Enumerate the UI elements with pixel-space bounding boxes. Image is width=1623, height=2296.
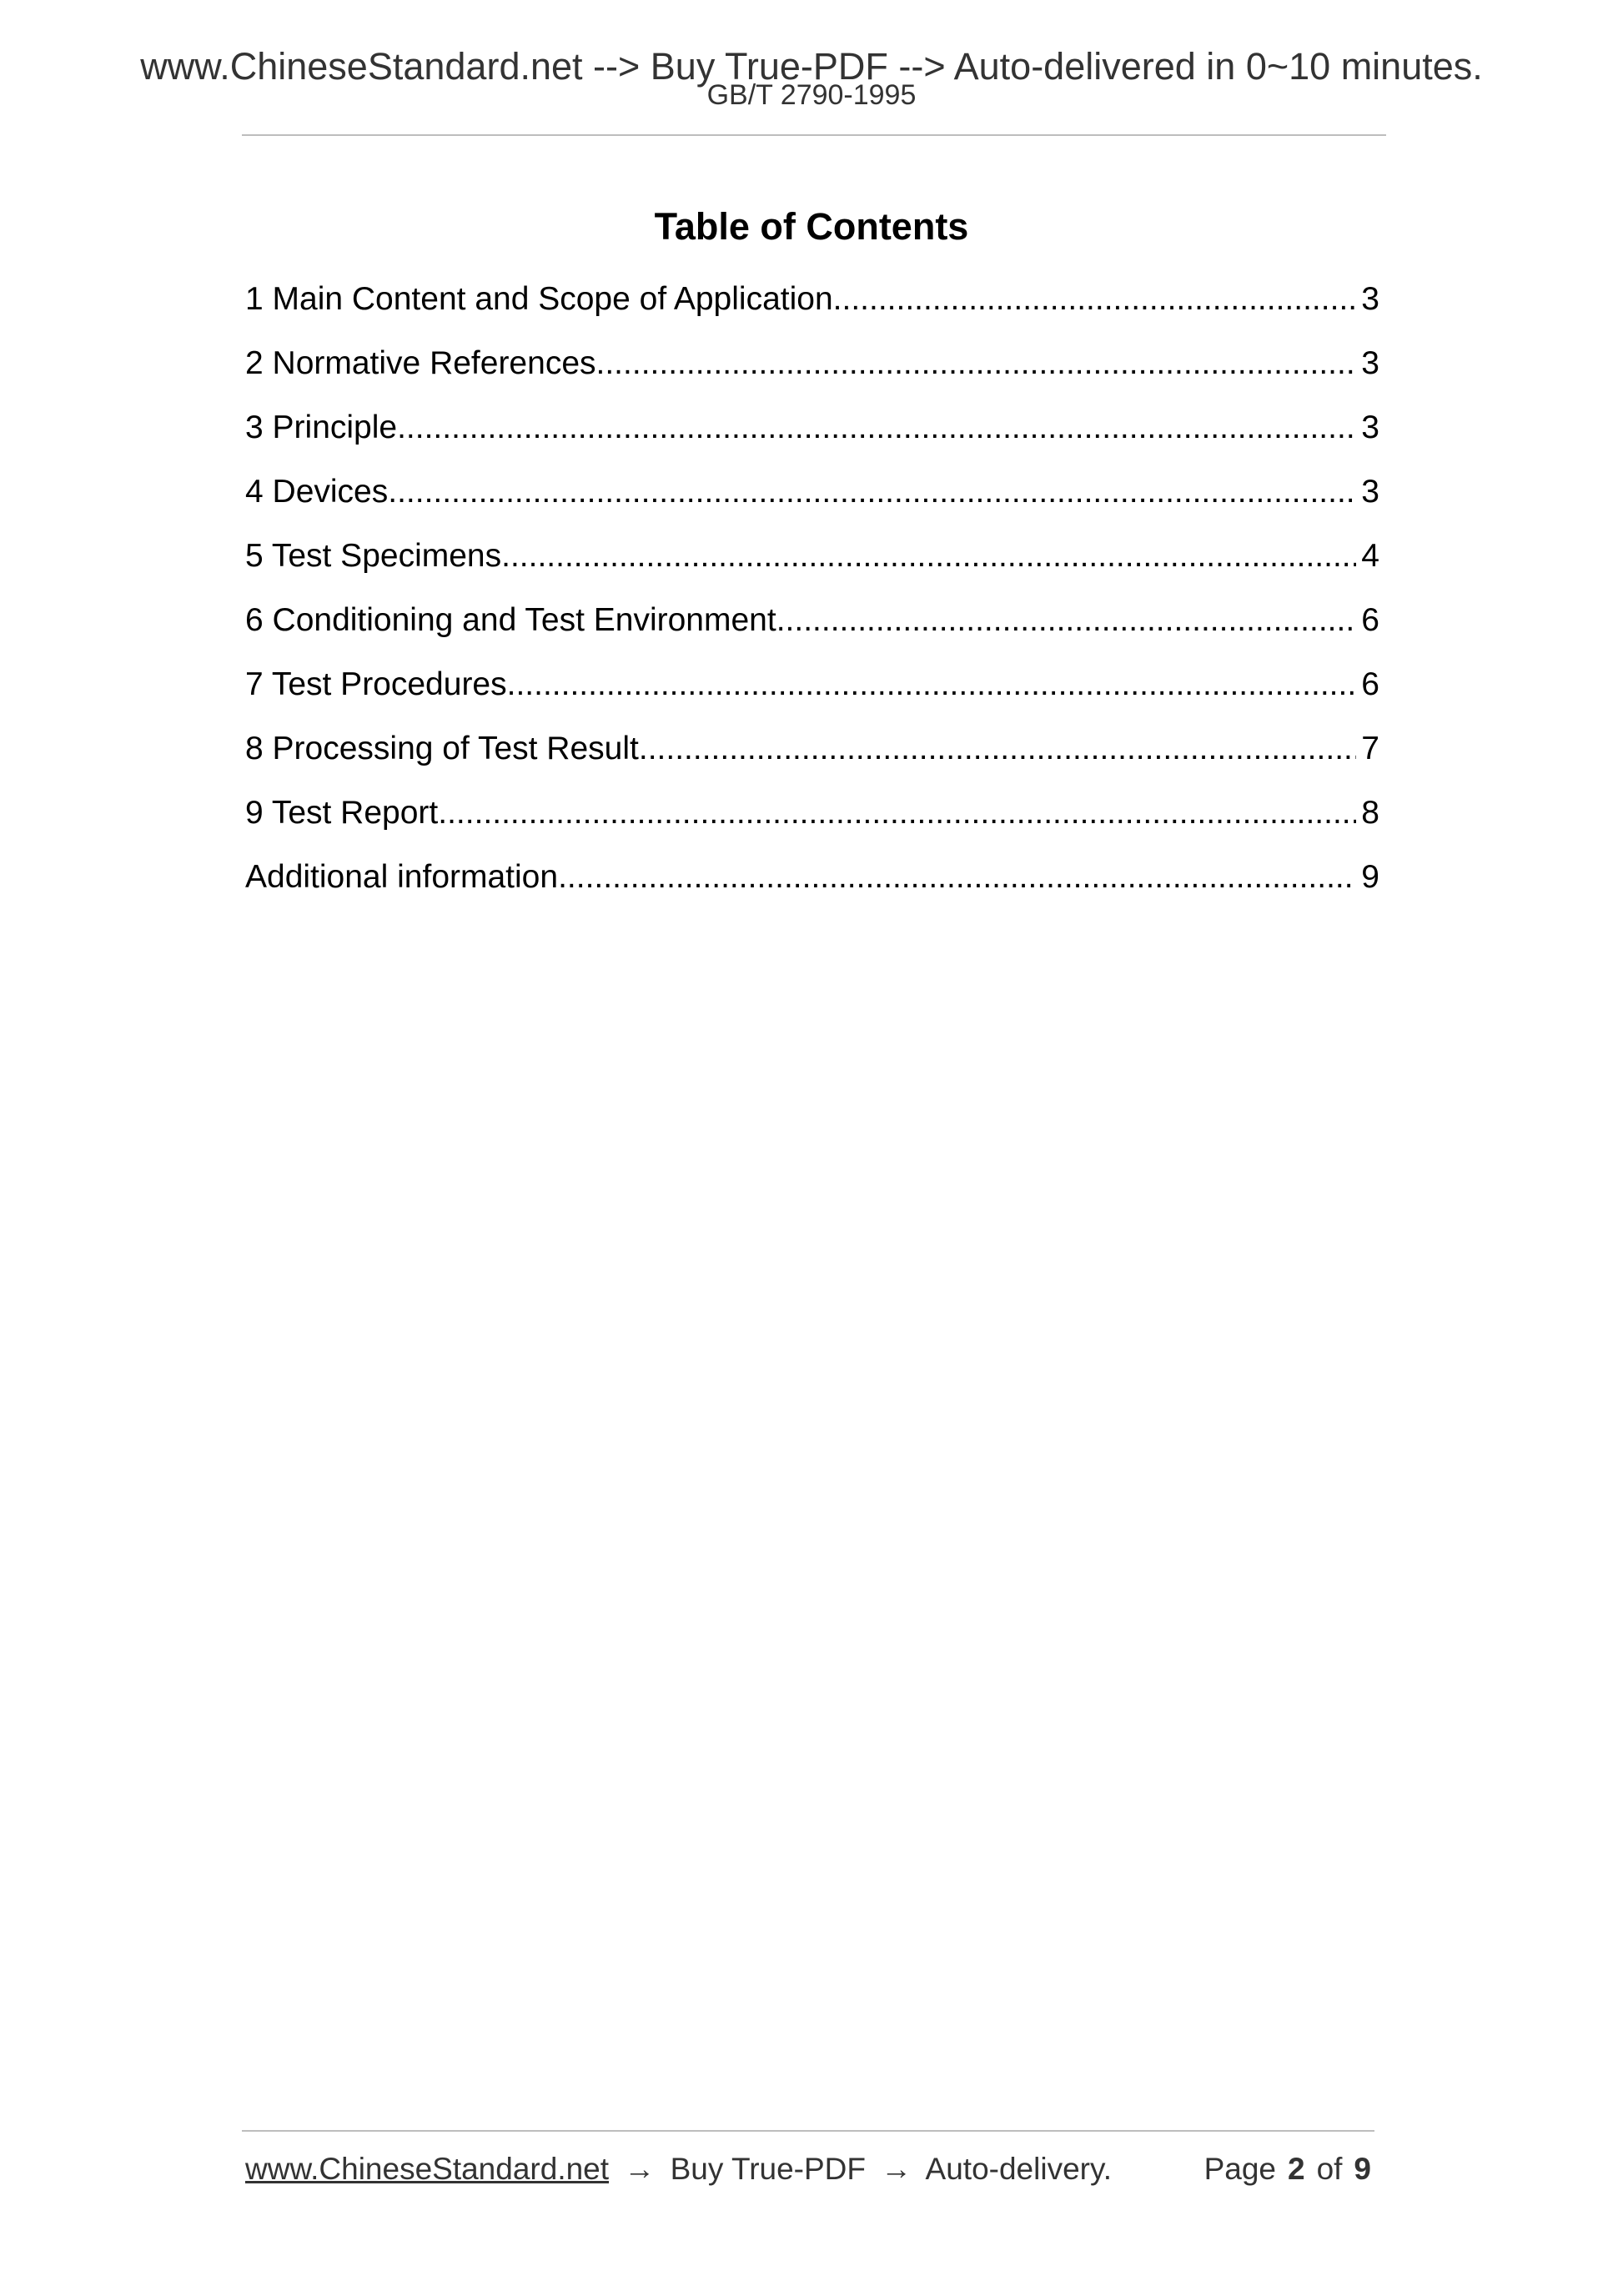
toc-entry-label: 1 Main Content and Scope of Application xyxy=(245,281,833,317)
toc-entry-label: 2 Normative References xyxy=(245,345,596,381)
toc-entry-page: 6 xyxy=(1361,602,1379,638)
toc-dot-leader xyxy=(833,278,1357,321)
arrow-right-icon: → xyxy=(624,2152,656,2186)
toc-entry-page: 3 xyxy=(1361,281,1379,317)
page-footer xyxy=(245,2148,1371,2190)
toc-dot-leader xyxy=(397,406,1356,450)
toc-entry[interactable] xyxy=(245,470,1379,535)
toc-entry-label: 6 Conditioning and Test Environment xyxy=(245,602,776,638)
toc-entry-page: 3 xyxy=(1361,345,1379,381)
toc-entry-page: 6 xyxy=(1361,666,1379,702)
toc-entry[interactable] xyxy=(245,599,1379,663)
page-indicator xyxy=(1204,2148,1371,2190)
toc-entry-page: 8 xyxy=(1361,795,1379,831)
toc-entry[interactable] xyxy=(245,278,1379,342)
document-code: GB/T 2790-1995 xyxy=(706,79,917,111)
toc-entry[interactable] xyxy=(245,406,1379,470)
of-word: of xyxy=(1316,2152,1343,2186)
toc-entry[interactable] xyxy=(245,663,1379,727)
buy-true-pdf-text: Buy True-PDF xyxy=(670,2152,867,2186)
toc-entry[interactable] xyxy=(245,856,1379,920)
toc-entry-label: 4 Devices xyxy=(245,474,389,510)
toc-entry-label: 7 Test Procedures xyxy=(245,666,507,702)
total-pages-number: 9 xyxy=(1354,2152,1371,2186)
toc-entry-label: 5 Test Specimens xyxy=(245,538,502,574)
toc-entry-page: 9 xyxy=(1361,859,1379,895)
page-word: Page xyxy=(1203,2152,1276,2186)
toc-dot-leader xyxy=(388,470,1356,514)
toc-dot-leader xyxy=(596,342,1357,385)
toc-entry[interactable] xyxy=(245,791,1379,856)
site-link[interactable]: www.ChineseStandard.net xyxy=(245,2152,610,2186)
header-divider xyxy=(242,134,1386,136)
toc-dot-leader xyxy=(558,856,1356,899)
toc-dot-leader xyxy=(438,791,1356,835)
arrow-right-icon: → xyxy=(881,2152,912,2186)
toc-dot-leader xyxy=(639,727,1356,771)
toc-dot-leader xyxy=(507,663,1357,706)
toc-entry-page: 4 xyxy=(1361,538,1379,574)
toc-entry[interactable] xyxy=(245,342,1379,406)
toc-entry-page: 3 xyxy=(1361,474,1379,510)
toc-list xyxy=(245,278,1379,920)
toc-entry-page: 7 xyxy=(1361,731,1379,766)
toc-dot-leader xyxy=(776,599,1357,642)
toc-entry-page: 3 xyxy=(1361,409,1379,445)
header-banner: www.ChineseStandard.net --> Buy True-PDF --> Auto-delivered in 0~10 minutes. xyxy=(140,45,1483,88)
toc-entry-label: 3 Principle xyxy=(245,409,398,445)
toc-entry-label: Additional information xyxy=(245,859,559,895)
toc-entry-label: 8 Processing of Test Result xyxy=(245,731,639,766)
footer-promo xyxy=(245,2148,1112,2190)
toc-entry[interactable] xyxy=(245,727,1379,791)
toc-dot-leader xyxy=(501,535,1356,578)
auto-delivery-text: Auto-delivery. xyxy=(925,2152,1113,2186)
toc-entry-label: 9 Test Report xyxy=(245,795,439,831)
footer-divider xyxy=(242,2130,1374,2132)
current-page-number: 2 xyxy=(1287,2152,1305,2186)
toc-entry[interactable] xyxy=(245,535,1379,599)
toc-title: Table of Contents xyxy=(654,205,969,248)
